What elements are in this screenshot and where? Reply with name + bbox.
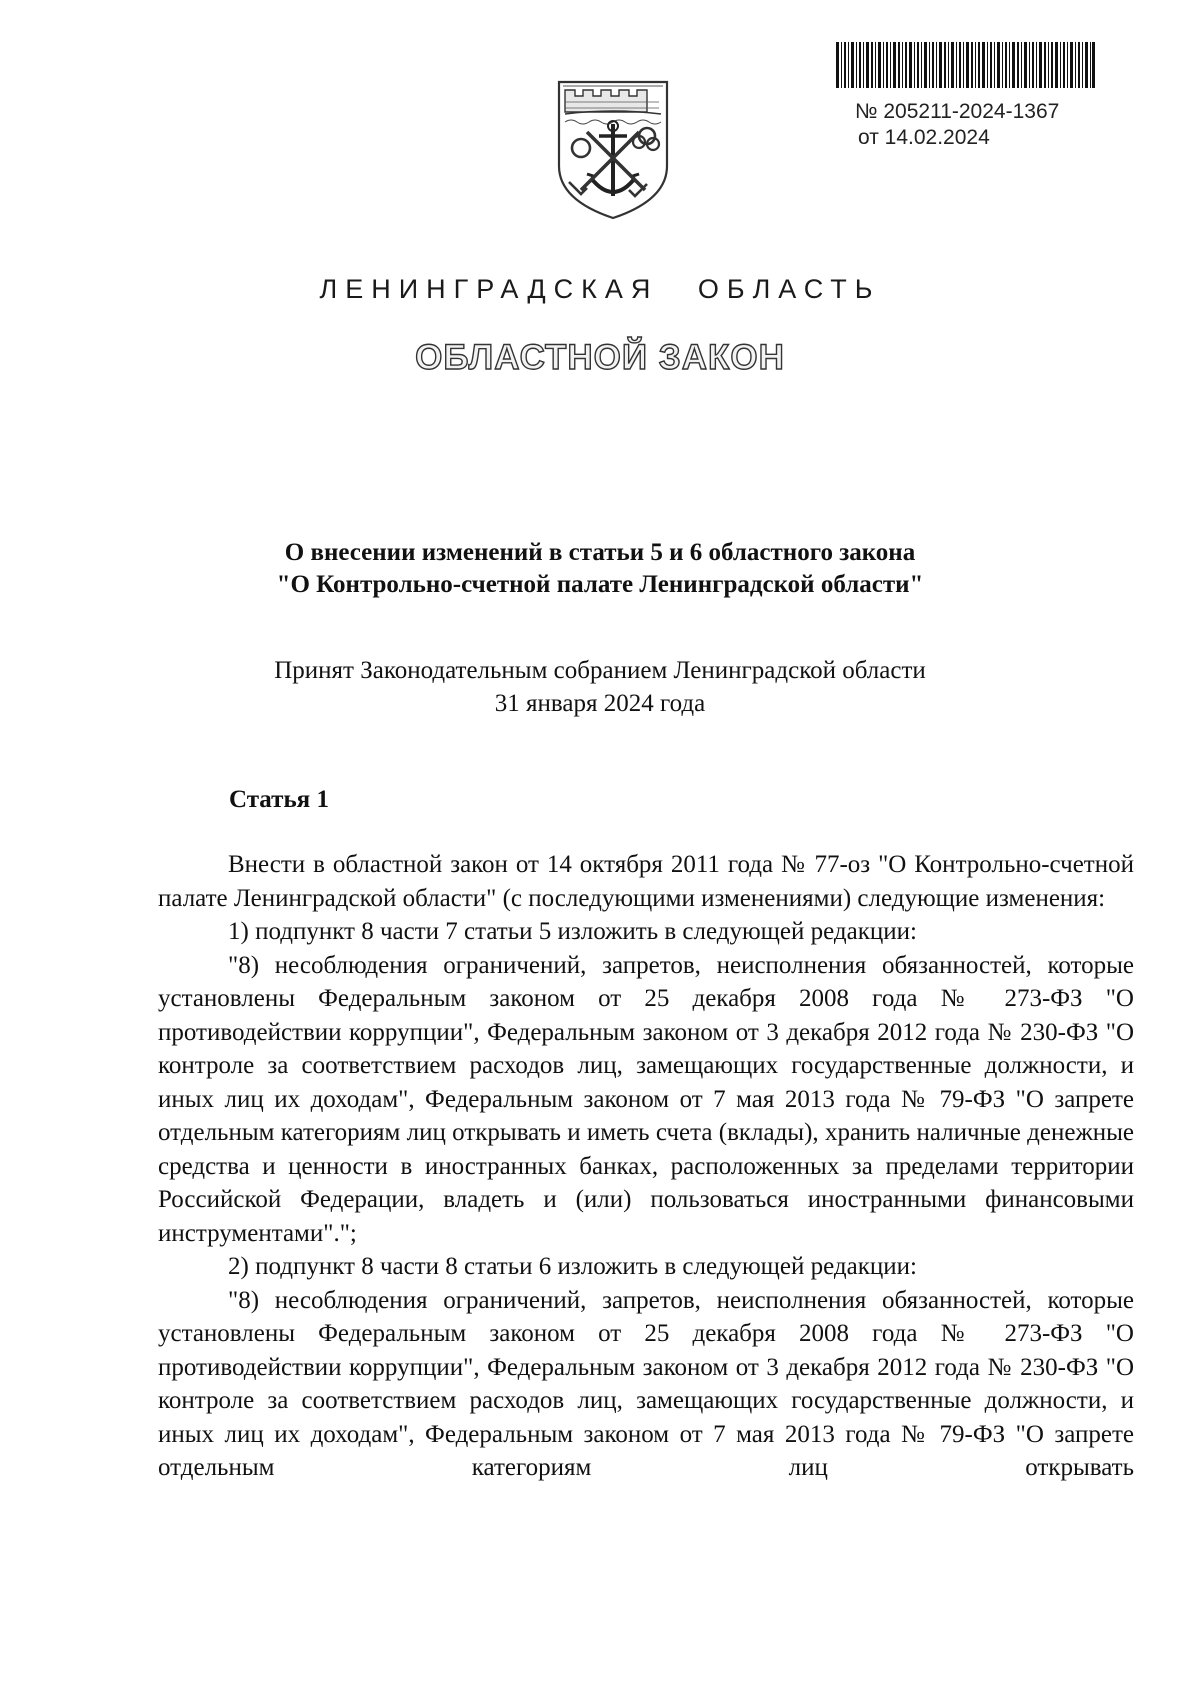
law-title-line-2: "О Контрольно-счетной палате Ленинградской области": [276, 571, 924, 598]
region-name: ЛЕНИНГРАДСКАЯ ОБЛАСТЬ: [319, 274, 881, 304]
law-title-line-1: О внесении изменений в статьи 5 и 6 областного закона: [284, 539, 916, 566]
coat-of-arms-emblem: [553, 78, 673, 222]
adoption-note: [0, 654, 1200, 720]
adoption-line-2: 31 января 2024 года: [494, 690, 706, 717]
registration-number: № 205211-2024-1367: [855, 100, 1060, 123]
paragraph-item-2-text: "8) несоблюдения ограничений, запретов, неисполнения обязанностей, которые установлены Федеральным законом от 25 декабря 2008 года № 273-ФЗ "О противодействии коррупции", Федеральным законом от 3 декабря 2012 года № 230-ФЗ "О контроле за соответствием расходов лиц, замещающих государственные должности, и иных лиц их доходам", Федеральным законом от 7 мая 2013 года № 79-ФЗ "О запрете отдельным категориям лиц открывать: [158, 1286, 1134, 1481]
adoption-line-1: Принят Законодательным собранием Ленинградской области: [274, 657, 926, 684]
article-heading: Статья 1: [229, 786, 329, 813]
barcode: [836, 42, 1095, 88]
paragraph-item-1-text: "8) несоблюдения ограничений, запретов, неисполнения обязанностей, которые установлены Федеральным законом от 25 декабря 2008 года № 273-ФЗ "О противодействии коррупции", Федеральным законом от 3 декабря 2012 года № 230-ФЗ "О контроле за соответствием расходов лиц, замещающих государственные должности, и иных лиц их доходам", Федеральным законом от 7 мая 2013 года № 79-ФЗ "О запрете отдельным категориям лиц открывать и иметь счета (вклады), хранить наличные денежные средства и ценности в иностранных банках, расположенных за пределами территории Российской Федерации, владеть и (или) пользоваться иностранными финансовыми инструментами".";: [158, 951, 1134, 1247]
paragraph-item-2: 2) подпункт 8 части 8 статьи 6 изложить в следующей редакции:: [228, 1253, 917, 1280]
registration-date: от 14.02.2024: [858, 126, 990, 149]
paragraph-intro: Внести в областной закон от 14 октября 2011 года № 77-оз "О Контрольно-счетной палате Ленинградской области" (с последующими изменениями) следующие изменения:: [158, 851, 1134, 912]
paragraph-item-1: 1) подпункт 8 части 7 статьи 5 изложить в следующей редакции:: [228, 918, 917, 945]
law-title: [0, 537, 1200, 601]
document-type: ОБЛАСТНОЙ ЗАКОН: [415, 338, 785, 377]
article-body: [158, 848, 1134, 1485]
